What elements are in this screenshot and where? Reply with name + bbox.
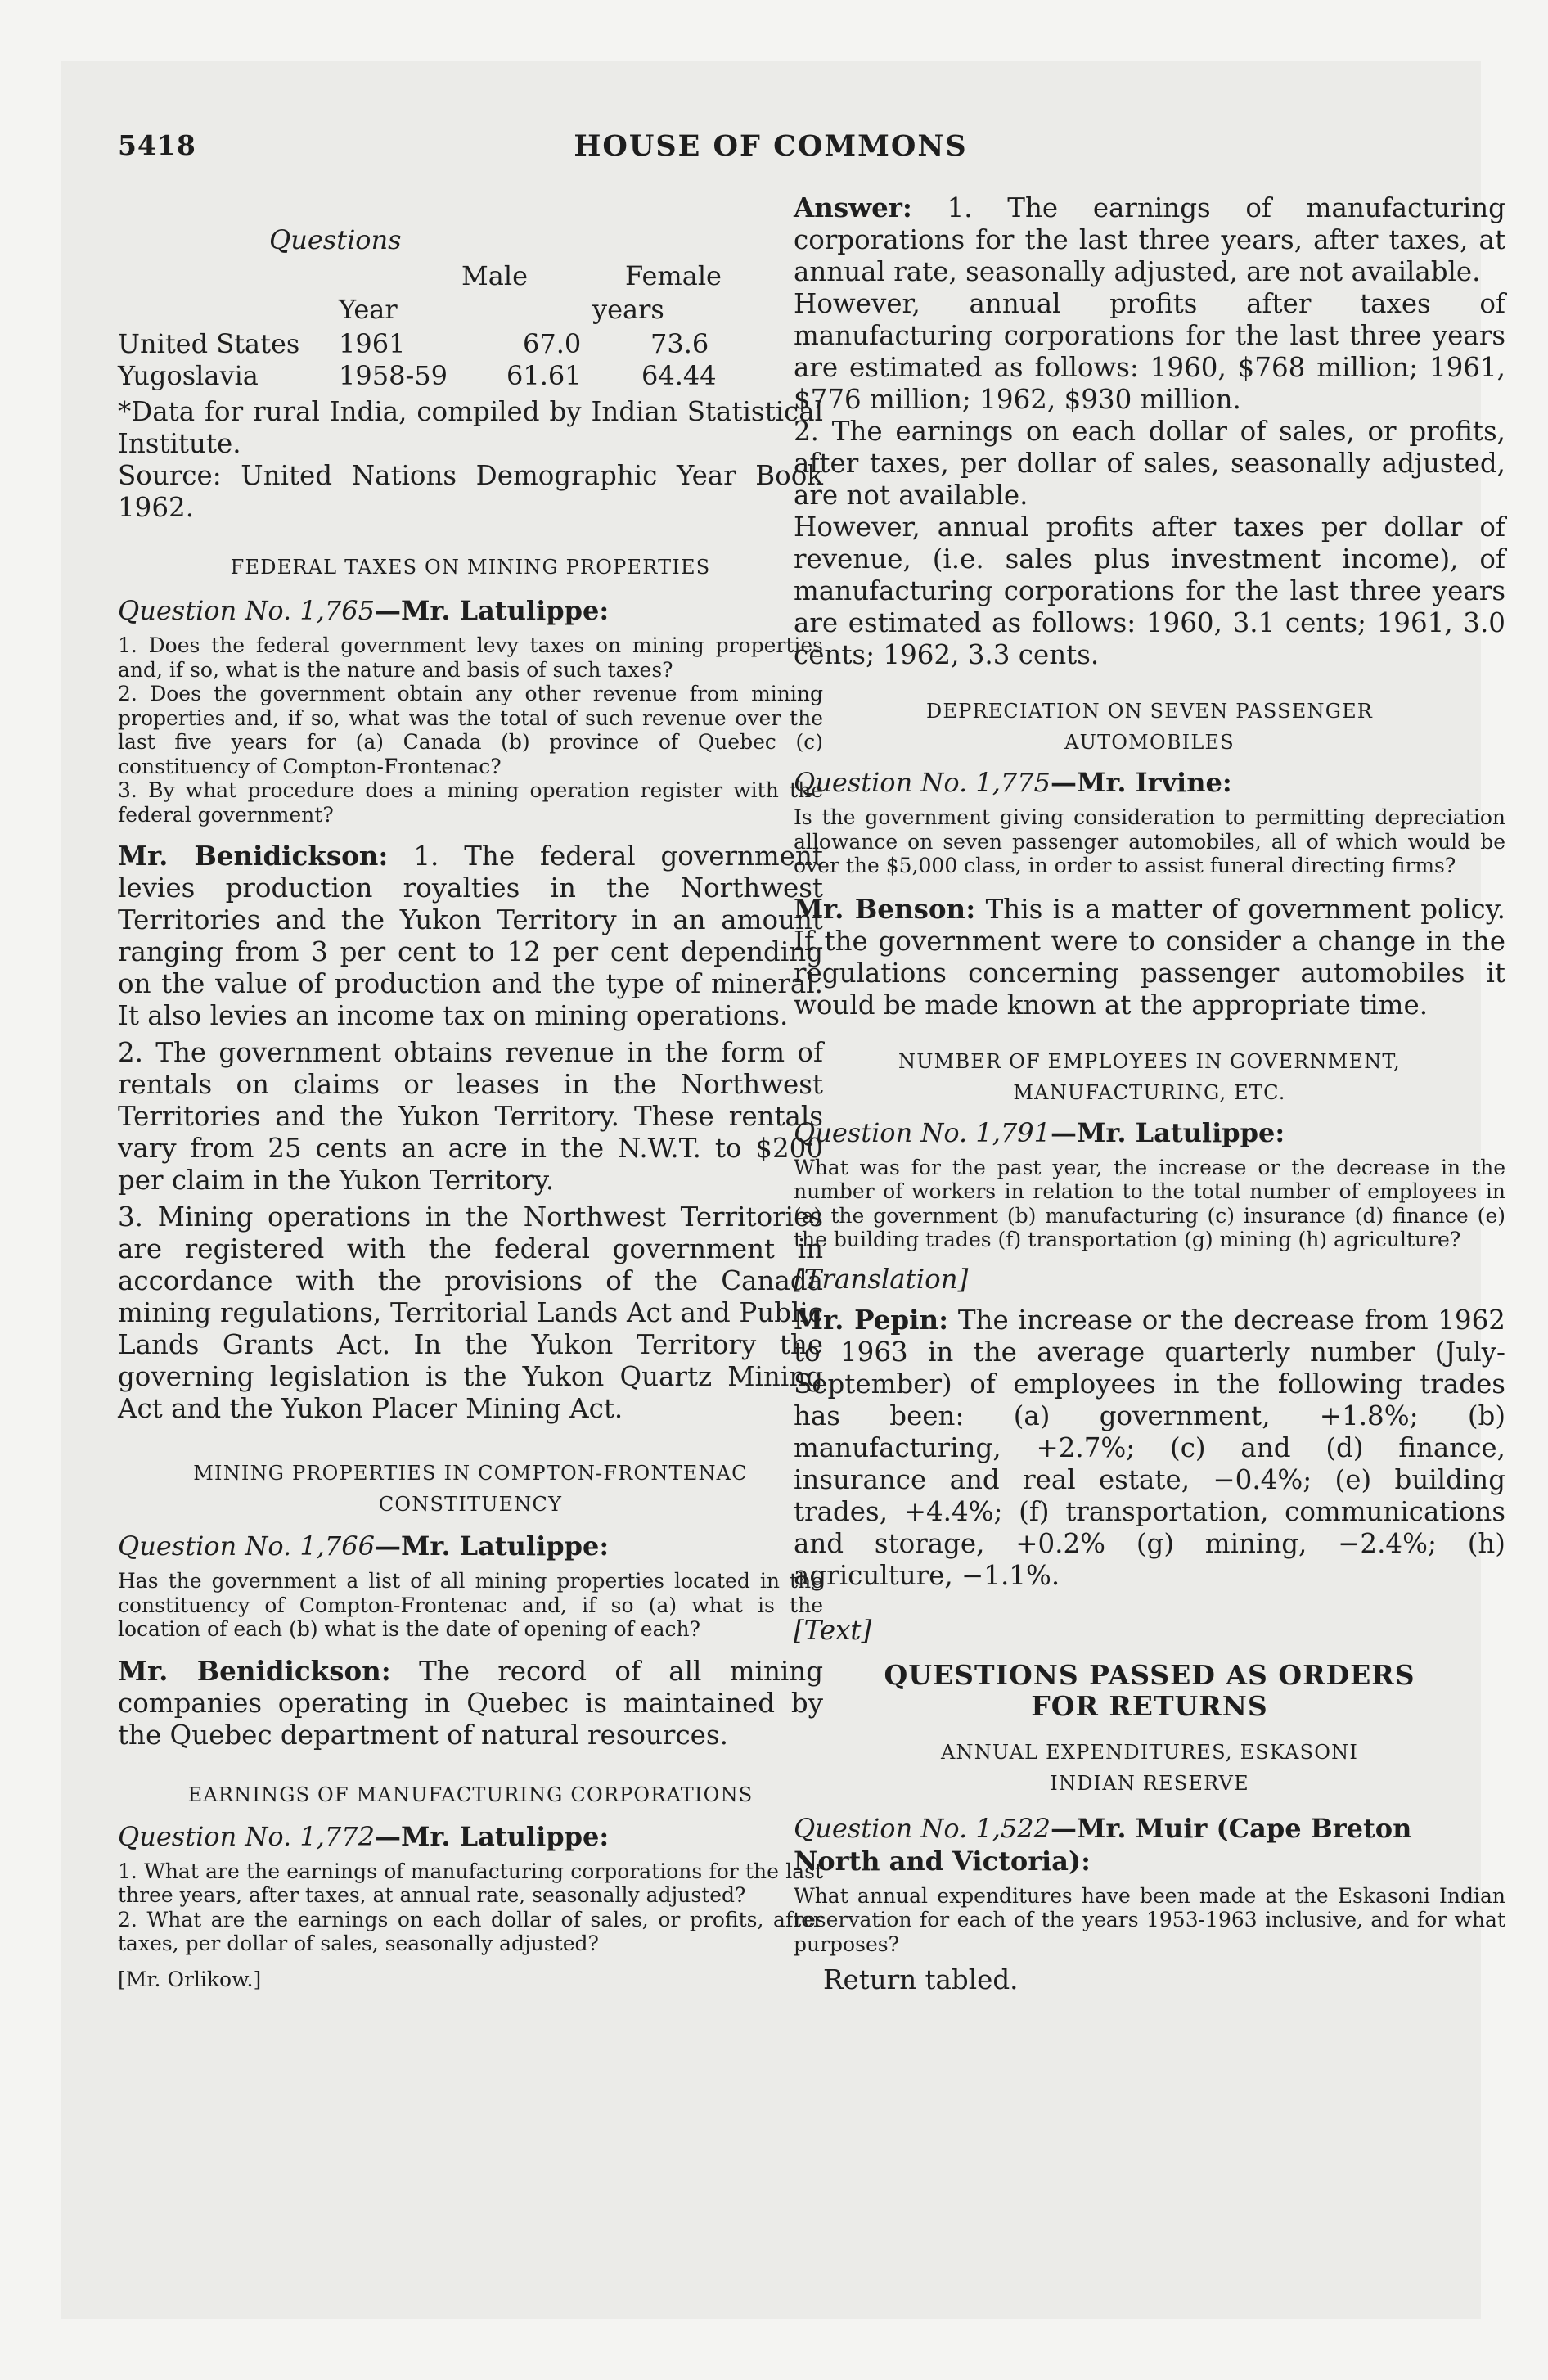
- table-block: [118, 224, 823, 540]
- question-line: [794, 766, 1505, 799]
- section-heading: AUTOMOBILES: [1064, 731, 1235, 754]
- section-heading: CONSTITUENCY: [378, 1493, 563, 1516]
- question-text: Has the government a list of all mining properties located in the constituency of Compton-Frontenac and, if so (a) what is the location of each (b) what is the date of opening of each?: [118, 1569, 823, 1641]
- answer-speaker: Mr. Benidickson:: [118, 1654, 391, 1687]
- row-male: 61.61: [506, 360, 582, 391]
- left-column: [118, 224, 823, 1991]
- row-male: 67.0: [523, 328, 582, 359]
- answer-speaker: Mr. Pepin:: [794, 1303, 949, 1336]
- answer-paragraph: 3. Mining operations in the Northwest Territories are registered with the federal government in accordance with the provisions of the Canada mining regulations, Territorial Lands Act and Public Lands Grants Act. In the Yukon Territory the governing legislation is the Yukon Quartz Mining Act and the Yukon Placer Mining Act.: [118, 1201, 823, 1424]
- question-line: [118, 1820, 823, 1853]
- page-header: [61, 61, 1481, 163]
- return-tabled: Return tabled.: [823, 1964, 1019, 1995]
- answer-paragraph: [118, 1655, 823, 1751]
- question-member: —Mr. Latulippe:: [1051, 1116, 1285, 1148]
- answer-paragraph: 2. The earnings on each dollar of sales, or profits, after taxes, per dollar of sales, seasonally adjusted, are not available.: [794, 416, 1505, 511]
- section-heading: ANNUAL EXPENDITURES, ESKASONI: [940, 1740, 1359, 1764]
- section-compton: [118, 1458, 823, 1751]
- question-number: Question No. 1,522: [794, 1812, 1051, 1844]
- answer-paragraph: [118, 840, 823, 1032]
- section-heading: NUMBER OF EMPLOYEES IN GOVERNMENT,: [898, 1049, 1401, 1073]
- question-line: [794, 1116, 1505, 1149]
- col-male: Male: [461, 260, 529, 291]
- answer-paragraph: However, annual profits after taxes of manufacturing corporations for the last three years are estimated as follows: 1960, $768 million; 1961, $776 million; 1962, $930 million.: [794, 288, 1505, 415]
- answer-speaker: Mr. Benidickson:: [118, 840, 389, 872]
- question-number: Question No. 1,766: [118, 1530, 375, 1562]
- answer-text: The increase or the decrease from 1962 to 1963 in the average quarterly number (July-September) of employees in the following trades has been: (a) government, +1.8%; (b) manufacturing, +2.7%; (c) and (d) finance, insurance and real estate, −0.4%; (e) building trades, +4.4%; (f) transportation, communications and storage, +0.2% (g) mining, −2.4%; (h) agriculture, −1.1%.: [794, 1304, 1505, 1591]
- question-line: [118, 594, 823, 627]
- orders-heading: FOR RETURNS: [1031, 1689, 1268, 1722]
- section-heading: MANUFACTURING, ETC.: [1013, 1080, 1286, 1104]
- question-text: What was for the past year, the increase or the decrease in the number of workers in relation to the total number of employees in (a) the government (b) manufacturing (c) insurance (d) finance (e) the building trades (f) transportation (g) mining (h) agriculture?: [794, 1155, 1505, 1251]
- answer-paragraph: [794, 192, 1505, 288]
- col-years: years: [592, 294, 664, 325]
- question-member: —Mr. Latulippe:: [375, 1530, 610, 1562]
- row-female: 64.44: [641, 360, 717, 391]
- answer-text: 1. The earnings of manufacturing corporations for the last three years, after taxes, at annual rate, seasonally adjusted, are not available.: [794, 192, 1505, 287]
- section-heading: DEPRECIATION ON SEVEN PASSENGER: [925, 700, 1374, 723]
- question-member: —Mr. Latulippe:: [375, 595, 610, 626]
- section-depreciation: [794, 696, 1505, 1021]
- question-member: —Mr. Muir (Cape Breton North and Victoria):: [794, 1812, 1412, 1877]
- question-text: 1. What are the earnings of manufacturing corporations for the last three years, after taxes, at annual rate, seasonally adjusted?: [118, 1859, 823, 1907]
- row-country: United States: [118, 328, 300, 359]
- question-text: 1. Does the federal government levy taxes on mining properties and, if so, what is the nature and basis of such taxes?: [118, 633, 823, 682]
- answer-paragraph: [794, 893, 1505, 1021]
- text-marker: [794, 1615, 1505, 1647]
- answer-paragraph: [794, 1304, 1505, 1592]
- answer-paragraph: However, annual profits after taxes per dollar of revenue, (i.e. sales plus investment income), of manufacturing corporations for the last three years are estimated as follows: 1960, 3.1 cents; 1961, 3.0 cents; 1962, 3.3 cents.: [794, 512, 1505, 670]
- answer-paragraph: 2. The government obtains revenue in the form of rentals on claims or leases in the Northwest Territories and the Yukon Territory. These rentals vary from 25 cents an acre in the N.W.T. to $200 per claim in the Yukon Territory.: [118, 1037, 823, 1196]
- question-text: 2. Does the government obtain any other revenue from mining properties and, if so, what was the total of such revenue over the last five years for (a) Canada (b) province of Quebec (c) constituency of Compton-Frontenac?: [118, 682, 823, 778]
- table-title: Questions: [269, 224, 402, 255]
- section-orders: [794, 1660, 1505, 1997]
- col-year: Year: [339, 294, 398, 325]
- question-text: 2. What are the earnings on each dollar of sales, or profits, after taxes, per dollar of sales, seasonally adjusted?: [118, 1907, 823, 1955]
- question-text: Is the government giving consideration to permitting depreciation allowance on seven passenger automobiles, all of which would be over the $5,000 class, in order to assist funeral directing firms?: [794, 805, 1505, 877]
- row-year: 1961: [339, 328, 406, 359]
- table-note: *Data for rural India, compiled by Indian Statistical Institute.: [118, 396, 823, 459]
- orders-heading: QUESTIONS PASSED AS ORDERS: [884, 1658, 1415, 1691]
- question-line: [794, 1812, 1505, 1877]
- answer-text: The record of all mining companies operating in Quebec is maintained by the Quebec department of natural resources.: [118, 1655, 823, 1751]
- section-earnings: [118, 1779, 823, 1992]
- question-text: What annual expenditures have been made at the Eskasoni Indian reservation for each of the years 1953-1963 inclusive, and for what purposes?: [794, 1883, 1505, 1956]
- answer-text: 1. The federal government levies production royalties in the Northwest Territories and the Yukon Territory in an amount ranging from 3 per cent to 12 per cent depending on the value of production and the type of mineral. It also levies an income tax on mining operations.: [118, 841, 823, 1031]
- col-female: Female: [625, 260, 722, 291]
- section-heading: FEDERAL TAXES ON MINING PROPERTIES: [230, 556, 711, 579]
- section-employees: [794, 1046, 1505, 1647]
- answer-text: This is a matter of government policy. If the government were to consider a change in the regulations concerning passenger automobiles it would be made known at the appropriate time.: [794, 893, 1505, 1021]
- text-marker-text: [Text]: [794, 1614, 872, 1646]
- question-number: Question No. 1,775: [794, 767, 1051, 798]
- section-federal-taxes: [118, 552, 823, 1425]
- section-heading: EARNINGS OF MANUFACTURING CORPORATIONS: [187, 1783, 754, 1806]
- row-female: 73.6: [650, 328, 709, 359]
- answer-speaker: Mr. Benson:: [794, 892, 976, 925]
- page-title: HOUSE OF COMMONS: [574, 129, 968, 163]
- right-column: [794, 192, 1505, 1996]
- question-line: [118, 1530, 823, 1562]
- row-country: Yugoslavia: [118, 360, 259, 391]
- question-member: —Mr. Irvine:: [1051, 767, 1232, 798]
- answer-speaker: Answer:: [794, 192, 912, 223]
- question-number: Question No. 1,765: [118, 595, 375, 626]
- page-number: 5418: [118, 129, 196, 161]
- page-footer: [Mr. Orlikow.]: [118, 1967, 262, 1991]
- section-heading: INDIAN RESERVE: [1050, 1771, 1249, 1795]
- question-number: Question No. 1,772: [118, 1820, 375, 1852]
- page: [61, 61, 1505, 2319]
- table-source: Source: United Nations Demographic Year Book 1962.: [118, 460, 823, 523]
- question-member: —Mr. Latulippe:: [375, 1820, 610, 1852]
- section-heading: MINING PROPERTIES IN COMPTON-FRONTENAC: [193, 1462, 748, 1485]
- question-number: Question No. 1,791: [794, 1116, 1051, 1148]
- translation-marker: [794, 1264, 1505, 1296]
- translation-text: [Translation]: [794, 1263, 969, 1295]
- question-text: 3. By what procedure does a mining operation register with the federal government?: [118, 778, 823, 827]
- row-year: 1958-59: [339, 360, 448, 391]
